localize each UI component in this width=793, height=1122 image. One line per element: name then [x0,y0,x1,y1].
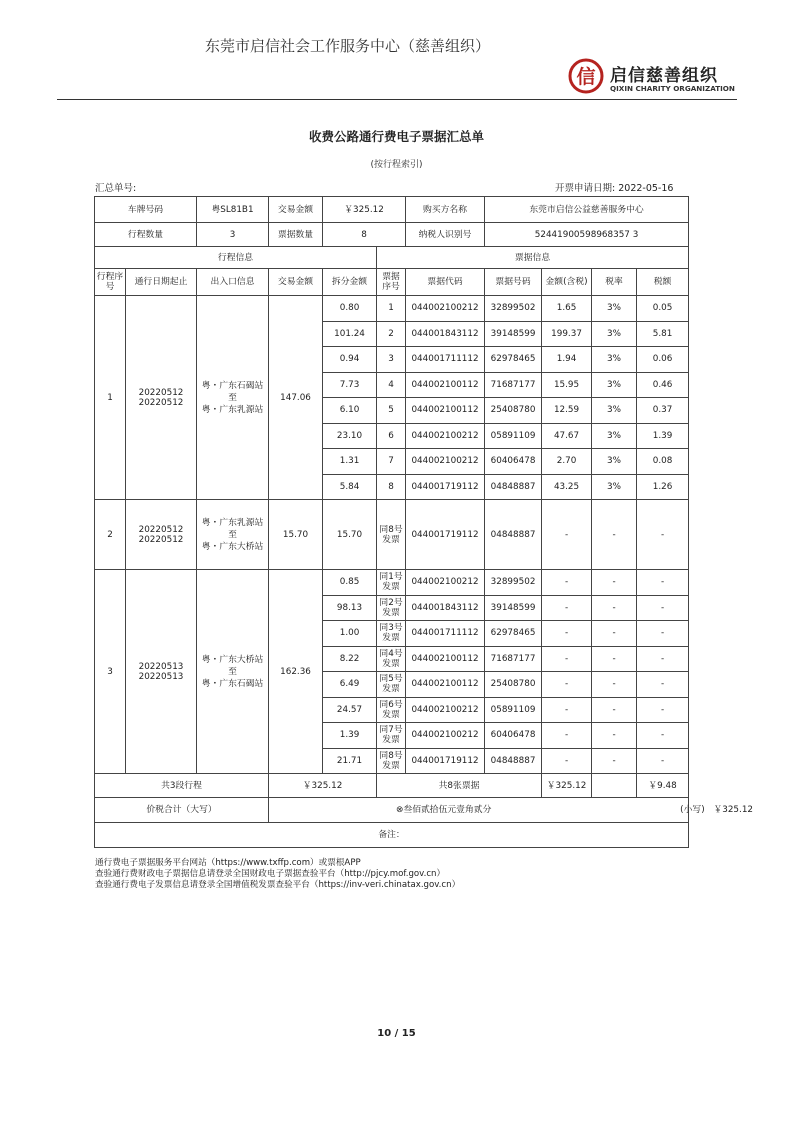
ticket-tax-rate: 3% [592,423,637,449]
apply-date-label: 开票申请日期: [555,183,616,194]
ticket-code: 044002100212 [406,570,485,596]
gate-separator: 至 [228,392,237,403]
ticket-amount: - [542,697,592,723]
ticket-number: 25408780 [485,398,542,424]
tax-total: ￥9.48 [637,774,689,798]
col-trip-no: 行程序号 [95,269,126,296]
trip-date-to: 20220512 [138,397,184,408]
trip-date-to: 20220513 [138,671,184,682]
trip-amount: 15.70 [269,500,323,570]
ticket-number: 04848887 [485,748,542,774]
ticket-info-header: 票据信息 [377,247,689,269]
ticket-amount: 47.67 [542,423,592,449]
ticket-number: 71687177 [485,646,542,672]
split-amount: 7.73 [323,372,377,398]
ticket-number: 32899502 [485,570,542,596]
totals-row [95,774,689,798]
ticket-tax-rate: - [592,570,637,596]
buyer-value: 东莞市启信公益慈善服务中心 [485,197,689,223]
note-tax-verify: 查验通行费电子发票信息请登录全国增值税发票查验平台（https://inv-veri.chinatax.gov.cn） [95,880,461,890]
ticket-tax-rate: - [592,748,637,774]
trip-dates [126,570,197,774]
split-amount: 23.10 [323,423,377,449]
ticket-amount: - [542,500,592,570]
ticket-code: 044002100112 [406,398,485,424]
ticket-tax: - [637,723,689,749]
ticket-tax-rate: 3% [592,398,637,424]
trip-dates [126,296,197,500]
trip-gates [197,500,269,570]
ticket-amount: 43.25 [542,474,592,500]
col-tax-amount: 税额 [637,269,689,296]
buyer-label: 购买方名称 [406,197,485,223]
ticket-amount: - [542,723,592,749]
ticket-tax-rate: - [592,723,637,749]
ticket-seq: 同5号发票 [377,672,406,698]
col-ticket-no: 票据序号 [377,269,406,296]
split-amount: 101.24 [323,321,377,347]
ticket-code: 044002100112 [406,672,485,698]
split-amount: 0.94 [323,347,377,373]
ticket-amount: 15.95 [542,372,592,398]
tickets-total-label: 共8张票据 [377,774,542,798]
ticket-count-label: 票据数量 [269,223,323,247]
trip-gates [197,570,269,774]
ticket-tax-rate: 3% [592,474,637,500]
ticket-tax: - [637,595,689,621]
trips-total-amount: ￥325.12 [269,774,377,798]
ticket-number: 05891109 [485,423,542,449]
ticket-number: 05891109 [485,697,542,723]
page-number: 10 / 15 [377,1028,416,1039]
logo-chinese-name: 启信慈善组织 [610,66,718,86]
split-amount: 1.39 [323,723,377,749]
summary-number-label: 汇总单号: [95,183,137,194]
ticket-seq: 5 [377,398,406,424]
trip-info-header: 行程信息 [95,247,377,269]
split-amount: 5.84 [323,474,377,500]
col-gate: 出入口信息 [197,269,269,296]
ticket-seq: 同7号发票 [377,723,406,749]
col-ticket-code: 票据代码 [406,269,485,296]
ticket-tax: 1.39 [637,423,689,449]
col-date: 通行日期起止 [126,269,197,296]
trip-date-to: 20220512 [138,534,184,545]
header-divider [57,99,737,100]
ticket-amount: - [542,570,592,596]
ticket-seq: 同6号发票 [377,697,406,723]
ticket-amount: 1.94 [542,347,592,373]
ticket-code: 044002100212 [406,723,485,749]
apply-date [555,180,673,194]
ticket-number: 62978465 [485,347,542,373]
invoice-summary-table [94,196,754,848]
ticket-code: 044002100112 [406,646,485,672]
ticket-number: 39148599 [485,595,542,621]
ticket-tax: - [637,500,689,570]
ticket-seq: 1 [377,296,406,322]
trip-amount: 147.06 [269,296,323,500]
ticket-code: 044002100212 [406,697,485,723]
ticket-tax: 1.26 [637,474,689,500]
ticket-tax: 0.08 [637,449,689,475]
ticket-amount: 199.37 [542,321,592,347]
ticket-code: 044002100212 [406,423,485,449]
ticket-tax-rate: 3% [592,296,637,322]
plate-label: 车牌号码 [95,197,197,223]
ticket-code: 044001711112 [406,621,485,647]
info-row-2 [95,223,689,247]
trip-amount: 162.36 [269,570,323,774]
taxid-label: 纳税人识别号 [406,223,485,247]
gate-entry: 粤・广东乳源站 [201,517,264,528]
trip-date-from: 20220512 [138,524,184,535]
ticket-code: 044002100112 [406,372,485,398]
ticket-number: 62978465 [485,621,542,647]
document-subtitle: (按行程索引) [370,160,423,170]
group-header-row [95,247,689,269]
logo [568,58,738,98]
ticket-number: 32899502 [485,296,542,322]
gate-separator: 至 [228,529,237,540]
split-amount: 0.85 [323,570,377,596]
ticket-tax: - [637,697,689,723]
ticket-seq: 同2号发票 [377,595,406,621]
ticket-tax: 0.46 [637,372,689,398]
ticket-tax-rate: 3% [592,449,637,475]
ticket-tax-rate: - [592,646,637,672]
ticket-tax-rate: 3% [592,372,637,398]
col-trade-amount: 交易金额 [269,269,323,296]
ticket-amount: 1.65 [542,296,592,322]
ticket-seq: 4 [377,372,406,398]
ticket-tax: - [637,672,689,698]
tax-rate-total-empty [592,774,637,798]
split-amount: 0.80 [323,296,377,322]
ticket-tax-rate: - [592,621,637,647]
plate-value: 粤SL81B1 [197,197,269,223]
trip-date-from: 20220512 [138,387,184,398]
split-amount: 24.57 [323,697,377,723]
ticket-tax-rate: - [592,697,637,723]
ticket-amount: 12.59 [542,398,592,424]
info-row-1 [95,197,689,223]
ticket-seq: 同3号发票 [377,621,406,647]
ticket-seq: 6 [377,423,406,449]
ticket-count-value: 8 [323,223,406,247]
ticket-tax-rate: 3% [592,347,637,373]
ticket-tax-rate: 3% [592,321,637,347]
total-amount-cell [269,798,754,823]
ticket-amount: - [542,672,592,698]
gate-separator: 至 [228,666,237,677]
total-upper-value: ⊗叁佰贰拾伍元壹角贰分 [396,805,492,815]
gate-exit: 粤・广东石碣站 [201,678,264,689]
grand-total-row [95,798,689,823]
table-row [95,500,689,570]
ticket-seq: 3 [377,347,406,373]
gate-entry: 粤・广东石碣站 [201,380,264,391]
ticket-amount: - [542,595,592,621]
ticket-tax-rate: - [592,500,637,570]
ticket-code: 044001843112 [406,321,485,347]
ticket-number: 04848887 [485,500,542,570]
ticket-tax: 5.81 [637,321,689,347]
ticket-code: 044001711112 [406,347,485,373]
ticket-code: 044001719112 [406,748,485,774]
split-amount: 1.31 [323,449,377,475]
col-tax-rate: 税率 [592,269,637,296]
ticket-seq: 7 [377,449,406,475]
document-title: 收费公路通行费电子票据汇总单 [308,129,484,144]
total-lower-value: ￥325.12 [713,805,754,815]
ticket-code: 044001719112 [406,500,485,570]
split-amount: 15.70 [323,500,377,570]
split-amount: 1.00 [323,621,377,647]
remark-row [95,823,689,848]
organization-title: 东莞市启信社会工作服务中心（慈善组织） [205,37,491,55]
gate-entry: 粤・广东大桥站 [201,654,264,665]
trip-number: 3 [95,570,126,774]
taxid-value: 52441900598968357 3 [485,223,689,247]
ticket-tax: 0.37 [637,398,689,424]
col-ticket-num: 票据号码 [485,269,542,296]
note-fiscal-verify: 查验通行费财政电子票据信息请登录全国财政电子票据查验平台（http://pjcy.mof.gov.cn） [95,869,446,879]
ticket-number: 60406478 [485,449,542,475]
ticket-number: 71687177 [485,372,542,398]
ticket-number: 25408780 [485,672,542,698]
col-amount-tax: 金额(含税) [542,269,592,296]
gate-exit: 粤・广东大桥站 [201,541,264,552]
trips-total-label: 共3段行程 [95,774,269,798]
svg-text:信: 信 [576,66,596,88]
ticket-tax-rate: - [592,595,637,621]
ticket-seq: 同4号发票 [377,646,406,672]
ticket-code: 044001719112 [406,474,485,500]
ticket-code: 044001843112 [406,595,485,621]
ticket-number: 60406478 [485,723,542,749]
ticket-amount: - [542,621,592,647]
ticket-tax: 0.05 [637,296,689,322]
ticket-seq: 同1号发票 [377,570,406,596]
trip-number: 1 [95,296,126,500]
column-header-row [95,269,689,296]
ticket-seq: 8 [377,474,406,500]
total-upper-label: 价税合计（大写） [95,798,269,823]
split-amount: 6.10 [323,398,377,424]
table-row [95,570,689,596]
ticket-amount: 2.70 [542,449,592,475]
logo-english-name: QIXIN CHARITY ORGANIZATION [610,84,735,93]
trip-number: 2 [95,500,126,570]
col-split-amount: 拆分金额 [323,269,377,296]
ticket-amount: - [542,646,592,672]
ticket-tax-rate: - [592,672,637,698]
trip-count-label: 行程数量 [95,223,197,247]
qixin-logo-icon [568,58,604,94]
split-amount: 8.22 [323,646,377,672]
remark-label: 备注： [95,823,689,848]
ticket-number: 04848887 [485,474,542,500]
gate-exit: 粤・广东乳源站 [201,404,264,415]
ticket-tax: - [637,570,689,596]
trip-count-value: 3 [197,223,269,247]
ticket-code: 044002100212 [406,296,485,322]
ticket-tax: - [637,621,689,647]
ticket-amount: - [542,748,592,774]
tickets-total-amount: ￥325.12 [542,774,592,798]
amount-value: ￥325.12 [323,197,406,223]
trip-date-from: 20220513 [138,661,184,672]
split-amount: 21.71 [323,748,377,774]
amount-label: 交易金额 [269,197,323,223]
note-platform: 通行费电子票据服务平台网站（https://www.txffp.com）或票根APP [95,858,361,868]
trip-gates [197,296,269,500]
table-row [95,296,689,322]
ticket-seq: 同8号发票 [377,748,406,774]
total-lower-label: (小写) [680,805,705,815]
split-amount: 6.49 [323,672,377,698]
trip-dates [126,500,197,570]
ticket-tax: - [637,646,689,672]
ticket-tax: - [637,748,689,774]
ticket-seq: 同8号发票 [377,500,406,570]
ticket-code: 044002100212 [406,449,485,475]
apply-date-value: 2022-05-16 [618,183,674,194]
ticket-number: 39148599 [485,321,542,347]
ticket-tax: 0.06 [637,347,689,373]
split-amount: 98.13 [323,595,377,621]
ticket-seq: 2 [377,321,406,347]
